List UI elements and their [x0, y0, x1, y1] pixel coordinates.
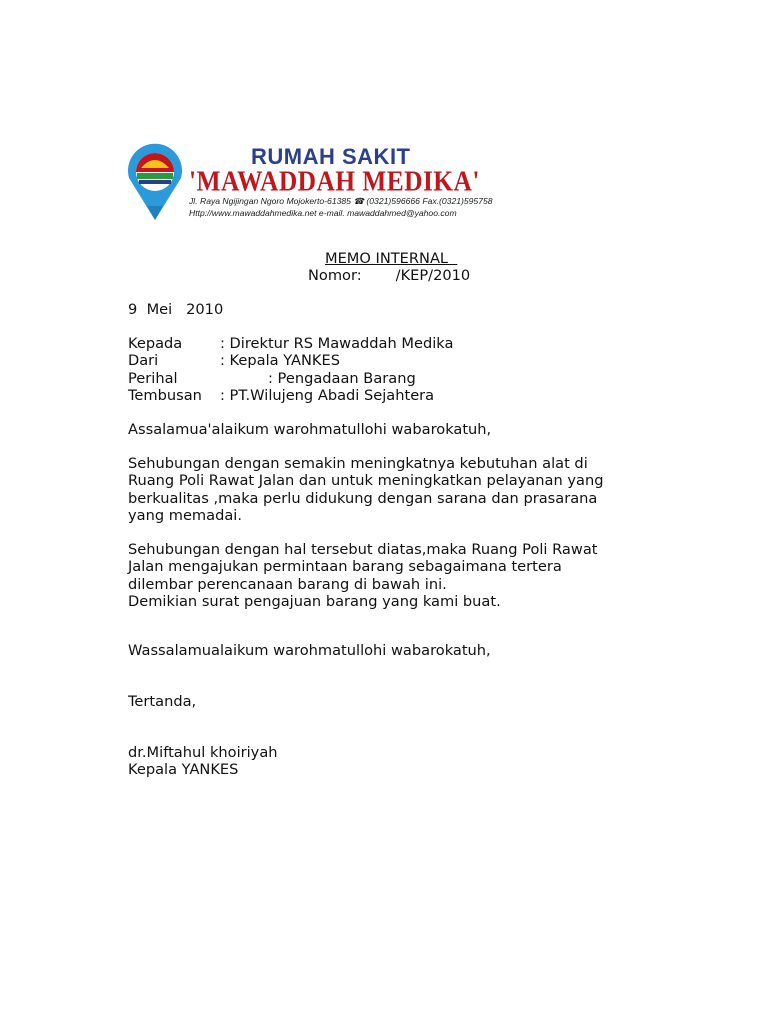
memo-number-value: /KEP/2010 [395, 267, 471, 284]
letterhead-org: RUMAH SAKIT [251, 144, 411, 169]
signoff [128, 693, 648, 710]
letterhead-address: Jl. Raya Ngijingan Ngoro Mojokerto-61385 ☎ (0321)596666 Fax.(0321)595758 [189, 196, 493, 206]
memo-number [308, 267, 470, 285]
paragraph-line: dilembar perencanaan barang di bawah ini. [128, 575, 447, 593]
closing [128, 642, 648, 659]
greeting-line: Assalamua'alaikum warohmatullohi wabarokatuh, [128, 421, 492, 438]
hospital-logo-icon [125, 144, 185, 222]
letterhead [125, 140, 493, 222]
meta-value-dari: : Kepala YANKES [220, 352, 340, 369]
meta-label-dari: Dari [128, 352, 159, 369]
signature-block [128, 744, 648, 779]
paragraph-line: Sehubungan dengan semakin meningkatnya kebutuhan alat di [128, 455, 588, 472]
paragraph-line: Demikian surat pengajuan barang yang kami buat. [128, 592, 501, 610]
memo-date: 9 Mei 2010 [128, 301, 224, 318]
greeting [128, 421, 648, 438]
body-paragraph-2 [128, 541, 648, 610]
signer-name: dr.Miftahul khoiriyah [128, 744, 278, 761]
memo-number-label: Nomor: [308, 267, 362, 284]
meta-value-perihal: : Pengadaan Barang [268, 370, 416, 387]
meta-label-tembusan: Tembusan [128, 387, 202, 404]
memo-title: MEMO INTERNAL [325, 250, 458, 267]
letterhead-hospital-name: 'MAWADDAH MEDIKA' [189, 165, 480, 197]
paragraph-line: yang memadai. [128, 506, 242, 524]
signoff-line: Tertanda, [128, 693, 197, 710]
paragraph-line: Jalan mengajukan permintaan barang sebagaimana tertera [128, 558, 562, 576]
letterhead-website: Http://www.mawaddahmedika.net e-mail. mawaddahmed@yahoo.com [189, 208, 457, 218]
paragraph-line: berkualitas ,maka perlu didukung dengan sarana dan prasarana [128, 489, 598, 507]
body-paragraph-1 [128, 455, 648, 524]
meta-value-tembusan: : PT.Wilujeng Abadi Sejahtera [220, 387, 435, 404]
meta-label-perihal: Perihal [128, 370, 178, 387]
paragraph-line: Ruang Poli Rawat Jalan dan untuk meningkatkan pelayanan yang [128, 472, 604, 490]
closing-line: Wassalamualaikum warohmatullohi wabarokatuh, [128, 642, 491, 659]
meta-label-kepada: Kepada [128, 335, 183, 352]
signer-title: Kepala YANKES [128, 761, 239, 779]
meta-value-kepada: : Direktur RS Mawaddah Medika [220, 335, 454, 352]
paragraph-line: Sehubungan dengan hal tersebut diatas,maka Ruang Poli Rawat [128, 541, 598, 558]
